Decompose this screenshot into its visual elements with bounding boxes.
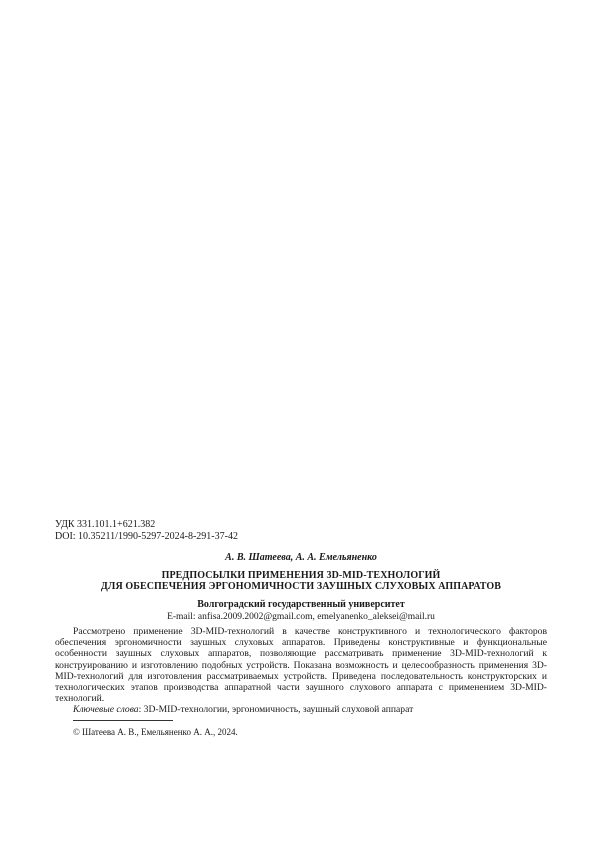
udc-code: УДК 331.101.1+621.382 xyxy=(55,519,156,530)
keywords-label: Ключевые слова xyxy=(73,704,139,716)
article-title xyxy=(55,570,547,592)
title-line-2: ДЛЯ ОБЕСПЕЧЕНИЯ ЭРГОНОМИЧНОСТИ ЗАУШНЫХ СЛУХОВЫХ АППАРАТОВ xyxy=(100,581,502,592)
authors: А. В. Шатеева, А. А. Емельяненко xyxy=(225,552,377,563)
title-line-1: ПРЕДПОСЫЛКИ ПРИМЕНЕНИЯ 3D-MID-ТЕХНОЛОГИЙ xyxy=(161,570,441,581)
keywords xyxy=(55,704,547,715)
doi: DOI: 10.35211/1990-5297-2024-8-291-37-42 xyxy=(55,531,238,542)
abstract: Рассмотрено применение 3D-MID-технологий в качестве конструктивного и технологического факторов обеспечения эргономичности заушных слуховых аппаратов. Приведены конструктивные и функциональные особенности заушных слуховых аппаратов, позволяющие рассматривать применение 3D-MID-технологий к конструированию и изготовлению подобных устройств. Показана возможность и целесообразность применения 3D-MID-технологий для изготовления рассматриваемых устройств. Приведена последовательность конструкторских и технологических этапов производства аппаратной части заушного слухового аппарата с применением 3D-MID-технологий. xyxy=(55,626,547,705)
keywords-text: : 3D-MID-технологии, эргономичность, заушный слуховой аппарат xyxy=(138,704,414,716)
article-header xyxy=(55,519,547,738)
author-emails: E-mail: anfisa.2009.2002@gmail.com, emelyanenko_aleksei@mail.ru xyxy=(167,612,435,622)
affiliation: Волгоградский государственный университет xyxy=(197,599,405,610)
footnote-separator xyxy=(73,720,173,721)
copyright: © Шатеева А. В., Емельяненко А. А., 2024. xyxy=(73,726,238,737)
